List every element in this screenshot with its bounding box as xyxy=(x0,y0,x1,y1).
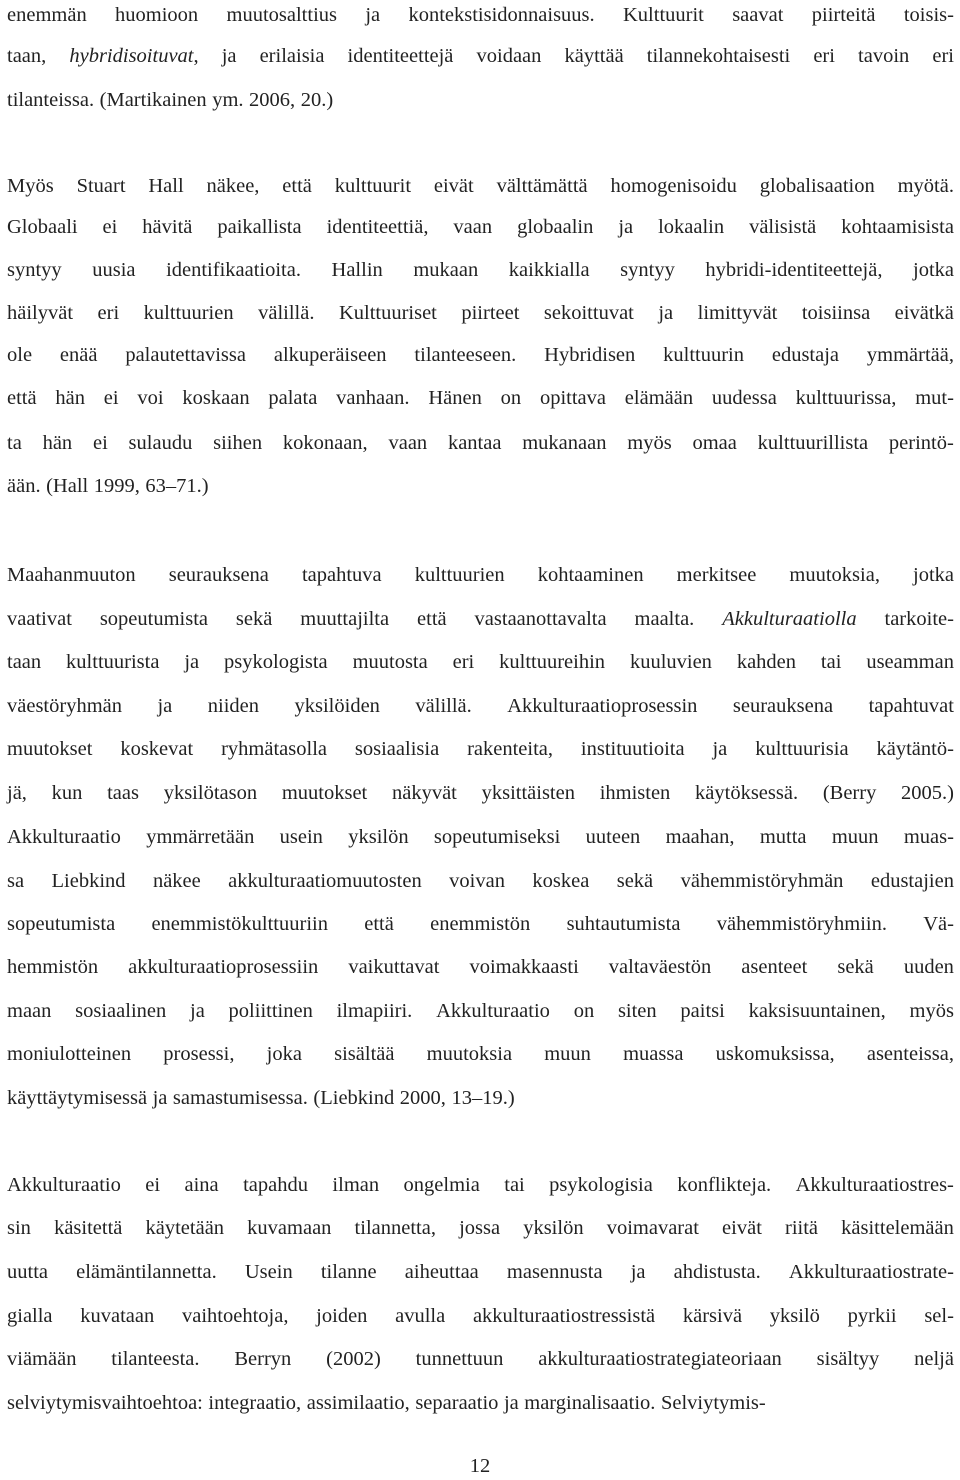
text-line: taan, hybridisoituvat, ja erilaisia identiteettejä voidaan käyttää tilannekohtaisesti eri tavoin eri xyxy=(7,45,954,67)
text-line: muutokset koskevat ryhmätasolla sosiaalisia rakenteita, instituutioita ja kulttuurisia käytäntö- xyxy=(7,738,954,760)
text-line: Myös Stuart Hall näkee, että kulttuurit eivät välttämättä homogenisoidu globalisaation myötä. xyxy=(7,175,954,197)
text-line: häilyvät eri kulttuurien välillä. Kulttuuriset piirteet sekoittuvat ja limittyvät toisiinsa eivätkä xyxy=(7,302,954,324)
text-line: sin käsitettä käytetään kuvamaan tilannetta, jossa yksilön voimavarat eivät riitä käsittelemään xyxy=(7,1217,954,1239)
text-line: maan sosiaalinen ja poliittinen ilmapiiri. Akkulturaatio on siten paitsi kaksisuuntainen, myös xyxy=(7,1000,954,1022)
text-line: uutta elämäntilannetta. Usein tilanne aiheuttaa masennusta ja ahdistusta. Akkulturaatiostrate- xyxy=(7,1261,954,1283)
page-number: 12 xyxy=(469,1455,491,1477)
text-line: viämään tilanteesta. Berryn (2002) tunnettuun akkulturaatiostrategiateoriaan sisältyy neljä xyxy=(7,1348,954,1370)
text-line: vaativat sopeutumista sekä muuttajilta että vastaanottavalta maalta. Akkulturaatiolla tarkoite- xyxy=(7,608,954,630)
text-line: Akkulturaatio ymmärretään usein yksilön sopeutumiseksi uuteen maahan, mutta muun muas- xyxy=(7,826,954,848)
text-line: taan kulttuurista ja psykologista muutosta eri kulttuureihin kuuluvien kahden tai useamman xyxy=(7,651,954,673)
text-line: Globaali ei hävitä paikallista identiteettiä, vaan globaalin ja lokaalin välisistä kohtaamisista xyxy=(7,216,954,238)
text-line: sopeutumista enemmistökulttuuriin että enemmistön suhtautumista vähemmistöryhmiin. Vä- xyxy=(7,913,954,935)
text-line: moniulotteinen prosessi, joka sisältää muutoksia muun muassa uskomuksissa, asenteissa, xyxy=(7,1043,954,1065)
text-line: ta hän ei sulaudu siihen kokonaan, vaan kantaa mukanaan myös omaa kulttuurillista perintö- xyxy=(7,432,954,454)
text-line: että hän ei voi koskaan palata vanhaan. Hänen on opittava elämään uudessa kulttuurissa, mut- xyxy=(7,387,954,409)
text-line: jä, kun taas yksilötason muutokset näkyvät yksittäisten ihmisten käytöksessä. (Berry 2005.) xyxy=(7,782,954,804)
text-line: hemmistön akkulturaatioprosessiin vaikuttavat voimakkaasti valtaväestön asenteet sekä uuden xyxy=(7,956,954,978)
text-line: sa Liebkind näkee akkulturaatiomuutosten voivan koskea sekä vähemmistöryhmän edustajien xyxy=(7,870,954,892)
text-line: enemmän huomioon muutosalttius ja kontekstisidonnaisuus. Kulttuurit saavat piirteitä toisis- xyxy=(7,4,954,26)
text-line: tilanteissa. (Martikainen ym. 2006, 20.) xyxy=(7,89,334,111)
text-line: syntyy uusia identifikaatioita. Hallin mukaan kaikkialla syntyy hybridi-identiteettejä, jotka xyxy=(7,259,954,281)
text-line: käyttäytymisessä ja samastumisessa. (Liebkind 2000, 13–19.) xyxy=(7,1087,515,1109)
text-line: ään. (Hall 1999, 63–71.) xyxy=(7,475,209,497)
text-line: Maahanmuuton seurauksena tapahtuva kulttuurien kohtaaminen merkitsee muutoksia, jotka xyxy=(7,564,954,586)
text-line: väestöryhmän ja niiden yksilöiden välillä. Akkulturaatioprosessin seurauksena tapahtuvat xyxy=(7,695,954,717)
text-line: Akkulturaatio ei aina tapahdu ilman ongelmia tai psykologisia konflikteja. Akkulturaatiostres- xyxy=(7,1174,954,1196)
text-line: ole enää palautettavissa alkuperäiseen tilanteeseen. Hybridisen kulttuurin edustaja ymmärtää, xyxy=(7,344,954,366)
text-line: selviytymisvaihtoehtoa: integraatio, assimilaatio, separaatio ja marginalisaatio. Selviytymis- xyxy=(7,1392,766,1414)
text-line: gialla kuvataan vaihtoehtoja, joiden avulla akkulturaatiostressistä kärsivä yksilö pyrkii sel- xyxy=(7,1305,954,1327)
